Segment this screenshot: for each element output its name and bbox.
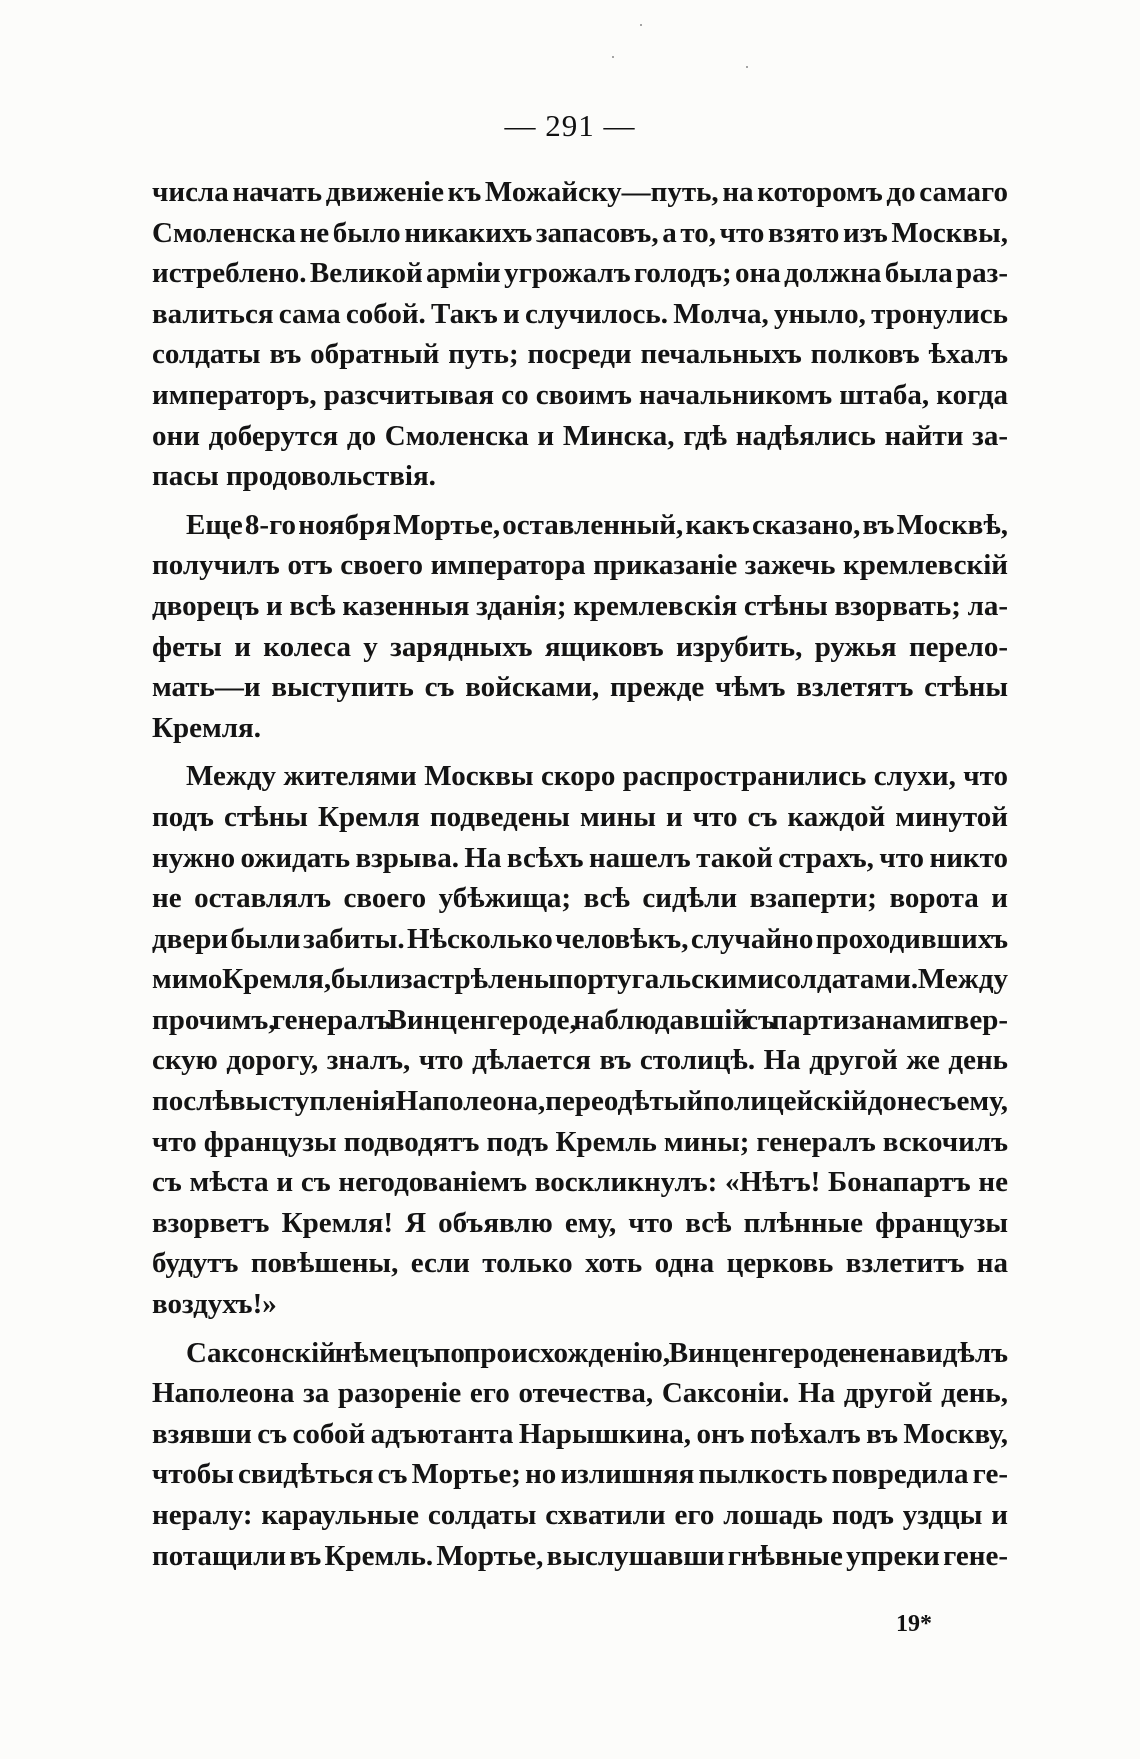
text-line: пасы продовольствiя.	[152, 460, 436, 493]
body-text	[152, 172, 1008, 1576]
text-line: Саксонскiй нѣмецъ по происхожденiю, Винценгероде ненавидѣлъ	[186, 1336, 1008, 1369]
text-line: чтобы свидѣться съ Мортье; но излишняя пылкость повредила ге-	[152, 1458, 1008, 1491]
text-line: солдаты въ обратный путь; посреди печальныхъ полковъ ѣхалъ	[152, 338, 1008, 371]
text-line: подъ стѣны Кремля подведены мины и что съ каждой минутой	[152, 800, 1008, 833]
text-line: не оставлялъ своего убѣжища; всѣ сидѣли взаперти; ворота и	[152, 882, 1008, 915]
text-line: прочимъ, генералъ Винценгероде, наблюдавшiй съ партизанами твер-	[152, 1003, 1008, 1036]
paragraph-3	[152, 756, 1008, 1324]
text-line: Кремля.	[152, 711, 261, 744]
text-line: нужно ожидать взрыва. На всѣхъ нашелъ такой страхъ, что никто	[152, 841, 1008, 874]
text-line: Еще 8-го ноября Мортье, оставленный, какъ сказано, въ Москвѣ,	[186, 508, 1008, 541]
text-line: будутъ повѣшены, если только хоть одна церковь взлетитъ на	[152, 1247, 1008, 1280]
text-line: мать—и выступить съ войсками, прежде чѣмъ взлетятъ стѣны	[152, 671, 1008, 704]
paragraph-1	[152, 172, 1008, 497]
print-speck	[746, 66, 748, 68]
text-line: послѣ выступленiя Наполеона, переодѣтый полицейскiй донесъ ему,	[152, 1085, 1008, 1118]
text-line: нералу: караульные солдаты схватили его лошадь подъ уздцы и	[152, 1499, 1008, 1531]
text-line: потащили въ Кремль. Мортье, выслушавши гнѣвные упреки гене-	[152, 1539, 1008, 1572]
text-line: воздухъ!»	[152, 1288, 277, 1321]
text-line: мимо Кремля, были застрѣлены португальскими солдатами. Между	[152, 963, 1008, 996]
text-line: двери были забиты. Нѣсколько человѣкъ, случайно проходившихъ	[152, 922, 1008, 955]
text-line: они доберутся до Смоленска и Минска, гдѣ надѣялись найти за-	[152, 419, 1008, 452]
text-line: взорветъ Кремля! Я объявлю ему, что всѣ плѣнные французы	[152, 1206, 1008, 1239]
text-line: получилъ отъ своего императора приказанiе зажечь кремлевскiй	[152, 549, 1008, 582]
text-line: скую дорогу, зналъ, что дѣлается въ столицѣ. На другой же день	[152, 1044, 1008, 1077]
text-line: истреблено. Великой армiи угрожалъ голодъ; она должна была раз-	[152, 257, 1008, 290]
text-line: взявши съ собой адъютанта Нарышкина, онъ поѣхалъ въ Москву,	[152, 1417, 1008, 1450]
text-line: Наполеона за разоренiе его отечества, Саксонiи. На другой день,	[152, 1377, 1008, 1410]
text-line: императоръ, разсчитывая со своимъ начальникомъ штаба, когда	[152, 378, 1008, 411]
paragraph-4	[152, 1333, 1008, 1577]
text-line: валиться сама собой. Такъ и случилось. Молча, уныло, тронулись	[152, 297, 1008, 330]
print-speck	[612, 56, 614, 58]
text-line: что французы подводятъ подъ Кремль мины; генералъ вскочилъ	[152, 1125, 1008, 1158]
print-speck	[640, 24, 642, 26]
page-number: — 291 —	[504, 108, 636, 143]
signature-mark: 19*	[896, 1611, 932, 1637]
text-line: съ мѣста и съ негодованiемъ воскликнулъ: «Нѣтъ! Бонапартъ не	[152, 1166, 1008, 1199]
text-line: Между жителями Москвы скоро распространились слухи, что	[186, 760, 1008, 793]
text-line: феты и колеса у зарядныхъ ящиковъ изрубить, ружья перело-	[152, 630, 1008, 663]
text-line: дворецъ и всѣ казенныя зданiя; кремлевскiя стѣны взорвать; ла-	[152, 589, 1008, 622]
paragraph-2	[152, 505, 1008, 749]
text-line: числа начать движенiе къ Можайску—путь, на которомъ до самаго	[152, 176, 1008, 208]
text-line: Смоленска не было никакихъ запасовъ, а то, что взято изъ Москвы,	[152, 216, 1008, 249]
